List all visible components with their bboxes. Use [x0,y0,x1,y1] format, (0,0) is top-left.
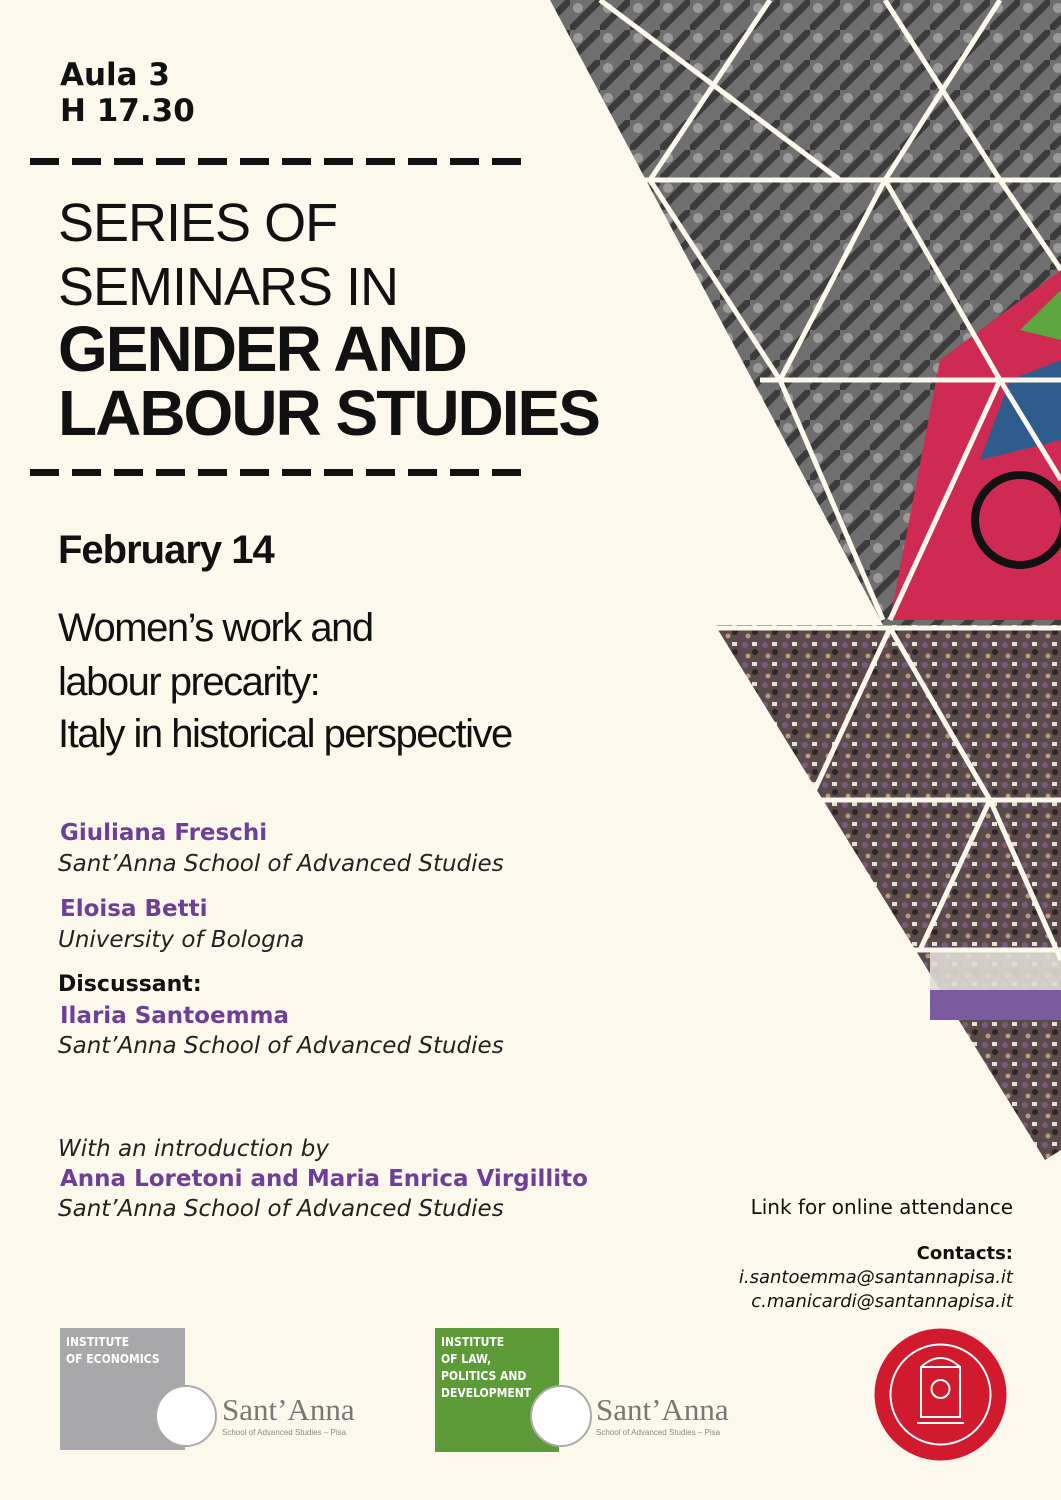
santanna-wordmark: Sant’Anna [596,1392,729,1427]
santanna-seal-icon [155,1385,217,1447]
discussant-name: Ilaria Santoemma [60,1003,290,1029]
santanna-wordmark: Sant’Anna [222,1392,355,1427]
intro-names: Anna Loretoni and Maria Enrica Virgillito [60,1166,588,1192]
speaker-affiliation: University of Bologna [58,927,305,953]
dashed-divider [30,158,530,165]
event-info [60,57,195,129]
series-title-2: LABOUR STUDIES [58,377,599,449]
speaker-affiliation: Sant’Anna School of Advanced Studies [58,851,504,877]
contacts-label: Contacts: [916,1243,1013,1264]
room: Aula 3 [60,57,170,93]
santanna-subtitle: School of Advanced Studies – Pisa [222,1428,347,1437]
intro-label: With an introduction by [58,1136,329,1162]
speaker-name: Eloisa Betti [60,896,208,922]
event-date: February 14 [58,528,274,572]
institute-law-logo: INSTITUTE OF LAW, POLITICS AND DEVELOPMENT [435,1328,559,1452]
series-line-1: SERIES OF [58,193,338,253]
discussant-affiliation: Sant’Anna School of Advanced Studies [58,1033,504,1059]
series-title-1: GENDER AND [58,313,466,385]
santanna-seal-icon [530,1385,592,1447]
time: H 17.30 [60,93,195,129]
intro-affiliation: Sant’Anna School of Advanced Studies [58,1196,504,1222]
speaker-name: Giuliana Freschi [60,820,268,846]
institute-economics-logo: INSTITUTE OF ECONOMICS [60,1328,185,1450]
topic-line-3: Italy in historical perspective [58,712,512,756]
dashed-divider [30,469,530,476]
topic-line-2: labour precarity: [58,660,320,704]
series-line-2: SEMINARS IN [58,257,399,317]
santanna-subtitle: School of Advanced Studies – Pisa [596,1428,721,1437]
contact-email[interactable]: c.manicardi@santannapisa.it [751,1291,1013,1312]
photo-collage [540,0,1061,1170]
contact-email[interactable]: i.santoemma@santannapisa.it [738,1267,1013,1288]
discussant-label: Discussant: [58,972,202,997]
online-link[interactable]: Link for online attendance [750,1195,1013,1219]
santanna-red-seal-icon [873,1327,1008,1462]
crowd-photo [715,625,1061,1160]
topic-line-1: Women’s work and [58,606,373,650]
